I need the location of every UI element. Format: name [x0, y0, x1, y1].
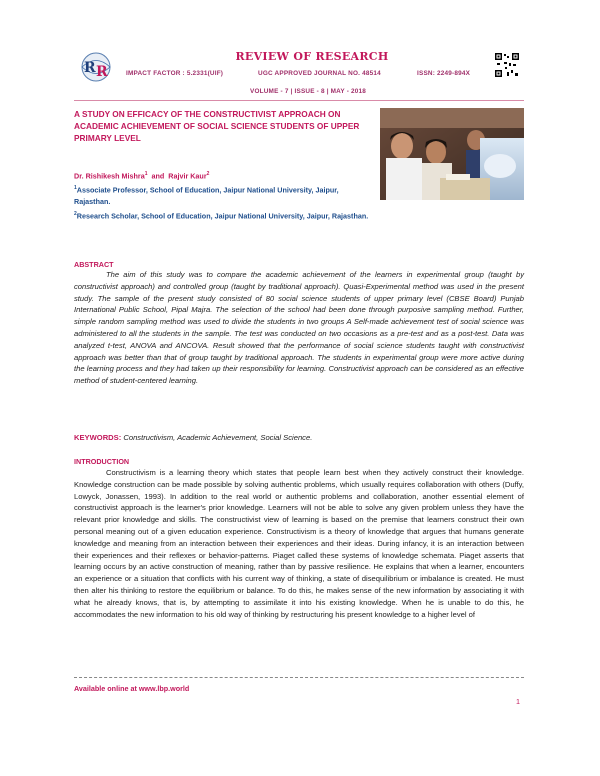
- author-1: Dr. Rishikesh Mishra: [74, 171, 145, 181]
- header-divider: [74, 100, 524, 101]
- impact-factor: IMPACT FACTOR : 5.2331(UIF): [126, 70, 224, 77]
- affiliation-1-text: Associate Professor, School of Education, Jaipur National University, Jaipur, Rajasthan.: [74, 185, 339, 206]
- issn: ISSN: 2249-894X: [417, 70, 471, 77]
- abstract-heading: ABSTRACT: [74, 260, 114, 269]
- journal-logo: [74, 50, 118, 84]
- volume-issue: VOLUME - 7 | ISSUE - 8 | MAY - 2018: [250, 88, 367, 95]
- ugc-approval: UGC APPROVED JOURNAL NO. 48514: [258, 70, 381, 77]
- keywords-label: KEYWORDS:: [74, 433, 122, 442]
- author-and: and: [151, 171, 165, 181]
- qr-code-icon: [494, 52, 520, 78]
- paper-title: A STUDY ON EFFICACY OF THE CONSTRUCTIVIST APPROACH ON ACADEMIC ACHIEVEMENT OF SOCIAL SCIENCE STUDENTS OF UPPER PRIMARY LEVEL: [74, 109, 360, 143]
- introduction-heading: INTRODUCTION: [74, 457, 130, 466]
- introduction-text: Constructivism is a learning theory which states that people learn best when they actively construct their knowledge. Knowledge construction can be made possible by solving authentic problems, which usually requires collaboration with others (Duffy, Lowyck, Jonassen, 1993). In addition to the real world or authentic problems and collaboration, another essential element of constructivist approach is the learner's prior knowledge. Learners will not be able to solve any given problem unless they have the relevant prior knowledge and skills. The constructivist view of learning is based on the premise that learners construct their own personal meaning out of a given education experience. Constructivism is a theory of knowledge that argues that humans generate knowledge and meaning from an interaction between their experiences and their ideas. During infancy, it is an interaction between their experiences and their reflexes or behavior-patterns. Piaget called these systems of knowledge schemata. Piaget asserts that learning occurs by an active construction of meaning, rather than by passive resilience. He explains that when a learner, encounters an experience or a situation that conflicts with his current way of thinking, a state of disequilibrium or imbalance is created. He must then alter his thinking to restore the equilibrium or balance. To do this, he makes sense of the new information by associating it with what he already knows, that is, by attempting to assimilate it into his existing knowledge. When he is unable to do this, he accommodates the new information to his old way of thinking by restructuring his present knowledge to a higher level of: [74, 468, 524, 619]
- classroom-photo: [380, 108, 524, 200]
- affiliation-2-sup: 2: [74, 211, 77, 217]
- journal-title: REVIEW OF RESEARCH: [235, 50, 389, 63]
- page-number: 1: [516, 697, 520, 706]
- authors: [74, 171, 209, 180]
- footer-divider: [74, 677, 524, 678]
- affiliation-2: [74, 209, 374, 222]
- keywords: [74, 433, 524, 442]
- keywords-value: Constructivism, Academic Achievement, Social Science.: [123, 433, 313, 442]
- svg-text:R: R: [96, 64, 108, 80]
- affiliation-1: [74, 183, 374, 207]
- affiliation-1-sup: 1: [74, 185, 77, 191]
- author-1-sup: 1: [144, 171, 148, 177]
- svg-text:R: R: [84, 60, 96, 76]
- author-2-sup: 2: [206, 171, 210, 177]
- available-online-link[interactable]: Available online at www.lbp.world: [74, 684, 190, 693]
- author-2: Rajvir Kaur: [168, 171, 207, 181]
- affiliation-2-text: Research Scholar, School of Education, Jaipur National University, Jaipur, Rajasthan.: [76, 211, 369, 221]
- abstract-text: The aim of this study was to compare the academic achievement of the learners in experimental group (taught by constructivist approach) and controlled group (taught by traditional approach). Quasi-Experimental method was used in the present study. The sample of the present study consisted of 80 social science students of upper primary level (CBSE Board) Punjab International Public School, Pipal Majra. The selection of the school had been done through purposive sampling method. Further, simple random sampling method was used to divide the students in two groups A Self-made achievement test of social science was administered to all the students in the sample. The test was conducted on two occasions as a pre-test and as a post-test. Data was analyzed t-test, ANOVA and ANCOVA. Result showed that the performance of social science students taught with constructivist approach was better than that of group taught by traditional approach. The students in experimental group were more active during the learning process and they had taken up their responsibility for learning. Constructivist approach can be considered as an effective method of student-centered learning.: [74, 270, 524, 386]
